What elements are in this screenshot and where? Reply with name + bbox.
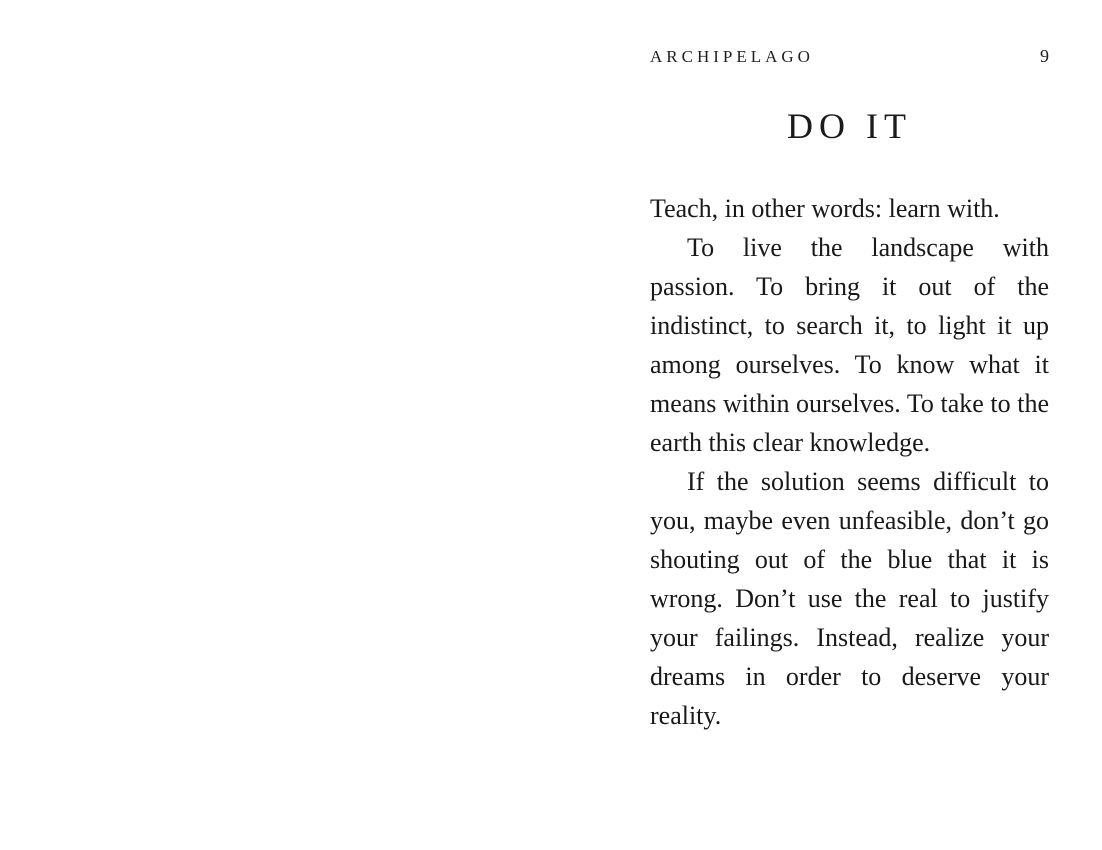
text-column (650, 46, 1049, 735)
right-page (551, 0, 1102, 850)
running-head: ARCHIPELAGO (650, 47, 814, 66)
chapter-title: DO IT (787, 106, 912, 146)
page-number: 9 (1040, 46, 1049, 66)
paragraph: To live the landscape with passion. To bring it out of the indistinct, to search it, to light it up among ourselves. To know what it means within ourselves. To take to the earth this clear knowledge. (650, 233, 1049, 457)
body-text (650, 189, 1049, 735)
paragraph: If the solution seems difficult to you, maybe even unfeasible, don’t go shouting out of the blue that it is wrong. Don’t use the real to justify your failings. Instead, realize your dreams in order to deserve your reality. (650, 467, 1049, 730)
paragraph: Teach, in other words: learn with. (650, 194, 1000, 223)
page-header (650, 46, 1049, 67)
